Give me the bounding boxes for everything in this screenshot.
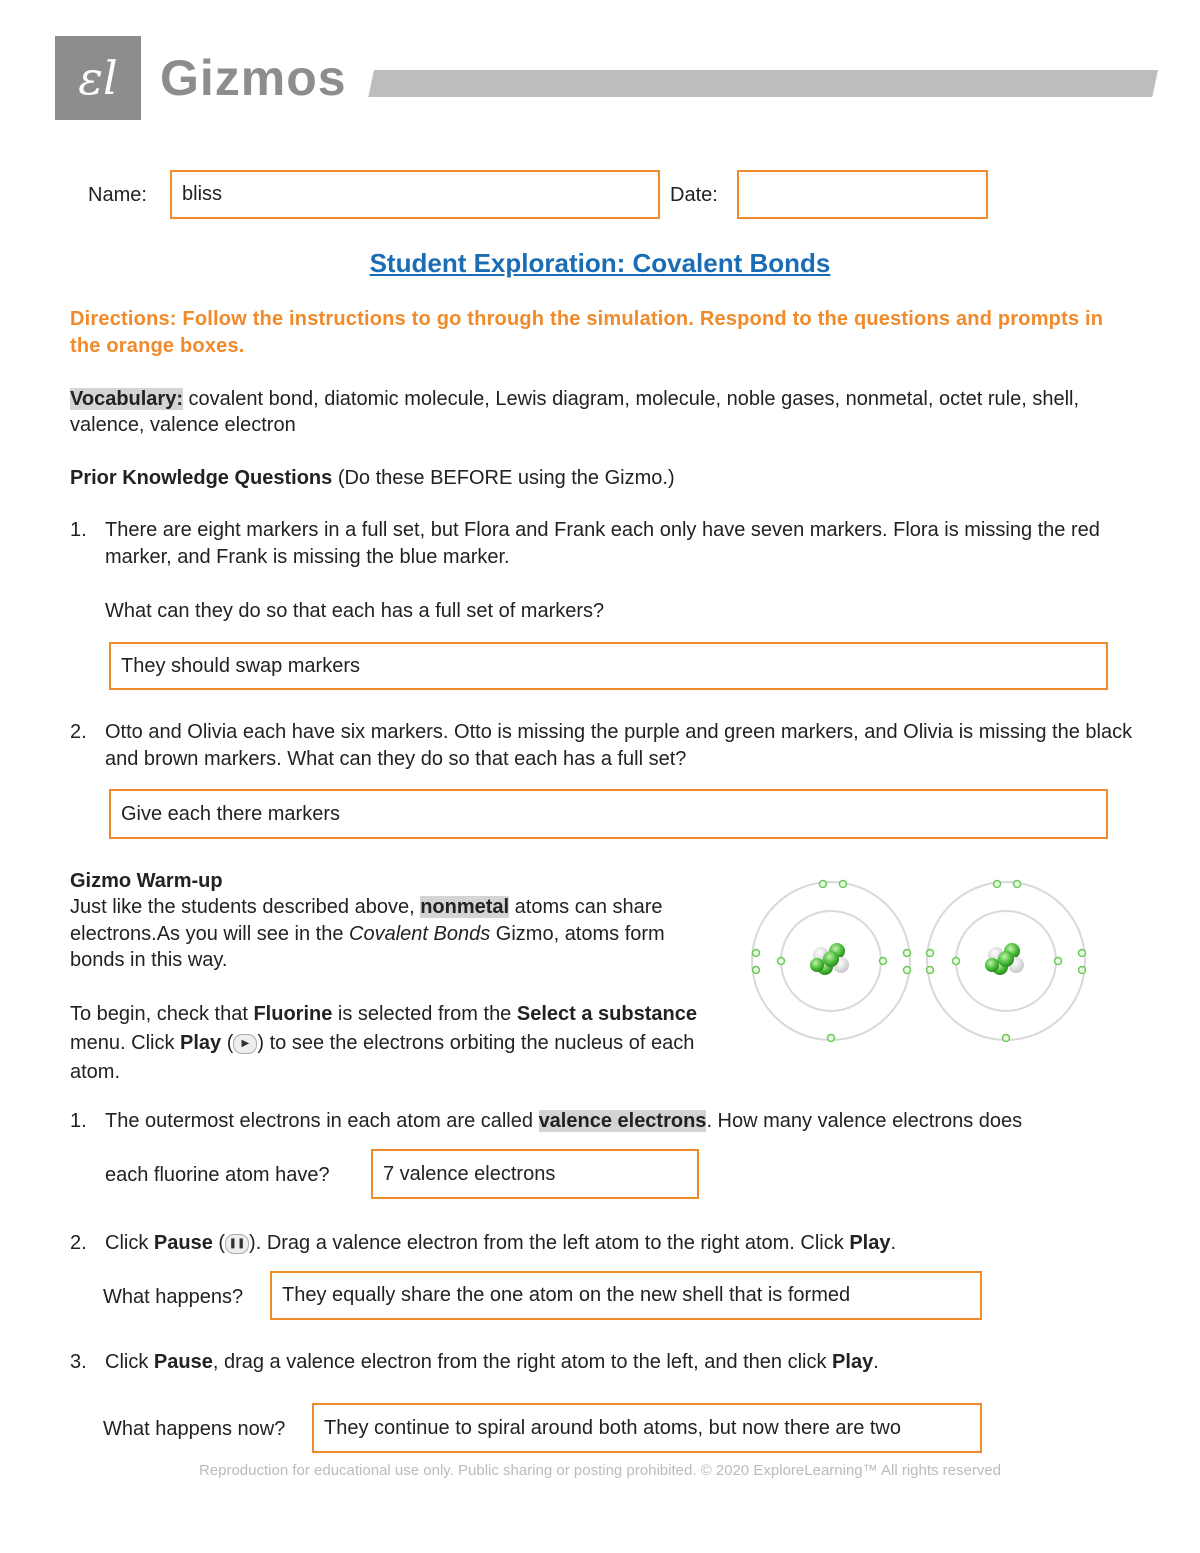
prior-q2-text: Otto and Olivia each have six markers. Otto is missing the purple and green markers, and Olivia is missing the black and brown markers. What can they do so that each has a full set? bbox=[105, 721, 1133, 770]
pause-bold: Pause bbox=[153, 1232, 213, 1254]
prior-q1-answer[interactable]: They should swap markers bbox=[109, 642, 1108, 690]
explorelearning-logo-icon: ɛl bbox=[78, 51, 118, 105]
left-atom bbox=[752, 881, 911, 1042]
name-label: Name: bbox=[88, 184, 147, 206]
date-field[interactable] bbox=[737, 170, 988, 219]
prior-q1-text: There are eight markers in a full set, but Flora and Frank each only have seven markers. Flora is missing the red marker, and Frank is missing the blue marker. bbox=[105, 519, 1100, 568]
play-bold-2: Play bbox=[849, 1232, 891, 1254]
pause-icon: ❚❚ bbox=[225, 1234, 249, 1254]
warmup-q1-text-b: . How many valence electrons does bbox=[706, 1110, 1023, 1132]
warmup-p2-text-e: ( bbox=[221, 1032, 234, 1054]
play-icon: ▶ bbox=[233, 1034, 257, 1054]
warmup-q2-text bbox=[105, 1230, 1135, 1257]
warmup-q1-number: 1. bbox=[70, 1110, 87, 1132]
play-bold-3: Play bbox=[832, 1351, 874, 1373]
select-substance-bold: Select a substance bbox=[516, 1003, 697, 1025]
header-bar bbox=[368, 70, 1158, 97]
fluorine-bold: Fluorine bbox=[253, 1003, 333, 1025]
vocabulary-terms: covalent bond, diatomic molecule, Lewis diagram, molecule, noble gases, nonmetal, octet rule, shell, valence, valence electron bbox=[70, 388, 1080, 436]
pause-bold-2: Pause bbox=[153, 1351, 213, 1373]
warmup-q3-prompt: What happens now? bbox=[103, 1418, 286, 1440]
warmup-q2-text-c: ( bbox=[212, 1232, 226, 1254]
play-bold: Play bbox=[180, 1032, 222, 1054]
nonmetal-highlight: nonmetal bbox=[420, 896, 510, 918]
right-atom bbox=[927, 881, 1086, 1042]
brand-name: Gizmos bbox=[160, 50, 347, 106]
warmup-heading: Gizmo Warm-up bbox=[70, 870, 223, 892]
warmup-q2-prompt: What happens? bbox=[103, 1286, 244, 1308]
warmup-q3-text-d: . bbox=[873, 1351, 879, 1373]
right-nucleus bbox=[985, 943, 1024, 975]
warmup-q2-text-a: Click bbox=[105, 1232, 154, 1254]
warmup-q1-prompt: each fluorine atom have? bbox=[105, 1164, 330, 1186]
fluorine-atoms-illustration bbox=[745, 875, 1100, 1045]
warmup-p1-text-c: Gizmo, atoms form bonds in this way. bbox=[70, 922, 665, 971]
vocabulary-label: Vocabulary: bbox=[70, 388, 183, 410]
warmup-p2-text-a: To begin, check that bbox=[70, 1003, 254, 1025]
warmup-q3-text bbox=[105, 1349, 1135, 1376]
warmup-p2-text-f: ) to see the electrons orbiting the nucleus of each atom. bbox=[70, 1032, 695, 1083]
warmup-paragraph-2 bbox=[70, 1000, 720, 1087]
page-title: Student Exploration: Covalent Bonds bbox=[369, 248, 831, 278]
name-field[interactable]: bliss bbox=[170, 170, 660, 219]
warmup-p2-text-d: menu. Click bbox=[70, 1032, 181, 1054]
left-nucleus bbox=[810, 943, 849, 975]
warmup-q2-number: 2. bbox=[70, 1232, 87, 1254]
vocabulary bbox=[70, 386, 1130, 438]
directions: Directions: Follow the instructions to go through the simulation. Respond to the questions and prompts in the orange boxes. bbox=[70, 308, 1104, 357]
date-label: Date: bbox=[670, 184, 718, 206]
prior-knowledge-heading-line bbox=[70, 465, 1130, 491]
warmup-p1-text-b: atoms can share electrons.As you will see in the bbox=[70, 896, 663, 945]
prior-q2-answer[interactable]: Give each there markers bbox=[109, 789, 1108, 839]
prior-knowledge-heading: Prior Knowledge Questions bbox=[70, 467, 333, 489]
prior-q1-prompt: What can they do so that each has a full set of markers? bbox=[105, 600, 605, 622]
warmup-q3-text-c: , drag a valence electron from the right atom to the left, and then click bbox=[212, 1351, 833, 1373]
footer-copyright: Reproduction for educational use only. Public sharing or posting prohibited. © 2020 ExploreLearning™ All rights reserved bbox=[198, 1462, 1002, 1479]
warmup-q1-text bbox=[105, 1108, 1135, 1135]
warmup-p1-gizmo-name: Covalent Bonds bbox=[349, 922, 491, 945]
warmup-q2-text-e: . bbox=[890, 1232, 897, 1254]
prior-q1-number: 1. bbox=[70, 519, 87, 541]
warmup-q1-text-a: The outermost electrons in each atom are called bbox=[105, 1110, 539, 1132]
warmup-q1-answer[interactable]: 7 valence electrons bbox=[371, 1149, 699, 1199]
valence-electrons-highlight: valence electrons bbox=[538, 1110, 707, 1132]
warmup-q2-answer[interactable]: They equally share the one atom on the new shell that is formed bbox=[270, 1271, 982, 1320]
warmup-p2-text-c: is selected from the bbox=[332, 1003, 517, 1025]
prior-q2-number: 2. bbox=[70, 721, 87, 743]
warmup-q3-number: 3. bbox=[70, 1351, 87, 1373]
warmup-q3-text-a: Click bbox=[105, 1351, 154, 1373]
prior-knowledge-note: (Do these BEFORE using the Gizmo.) bbox=[332, 467, 675, 489]
warmup-p1-text-a: Just like the students described above, bbox=[70, 896, 421, 918]
warmup-paragraph-1 bbox=[70, 894, 720, 974]
warmup-q2-text-d: ). Drag a valence electron from the left atom to the right atom. Click bbox=[249, 1232, 850, 1254]
warmup-q3-answer[interactable]: They continue to spiral around both atoms, but now there are two bbox=[312, 1403, 982, 1453]
